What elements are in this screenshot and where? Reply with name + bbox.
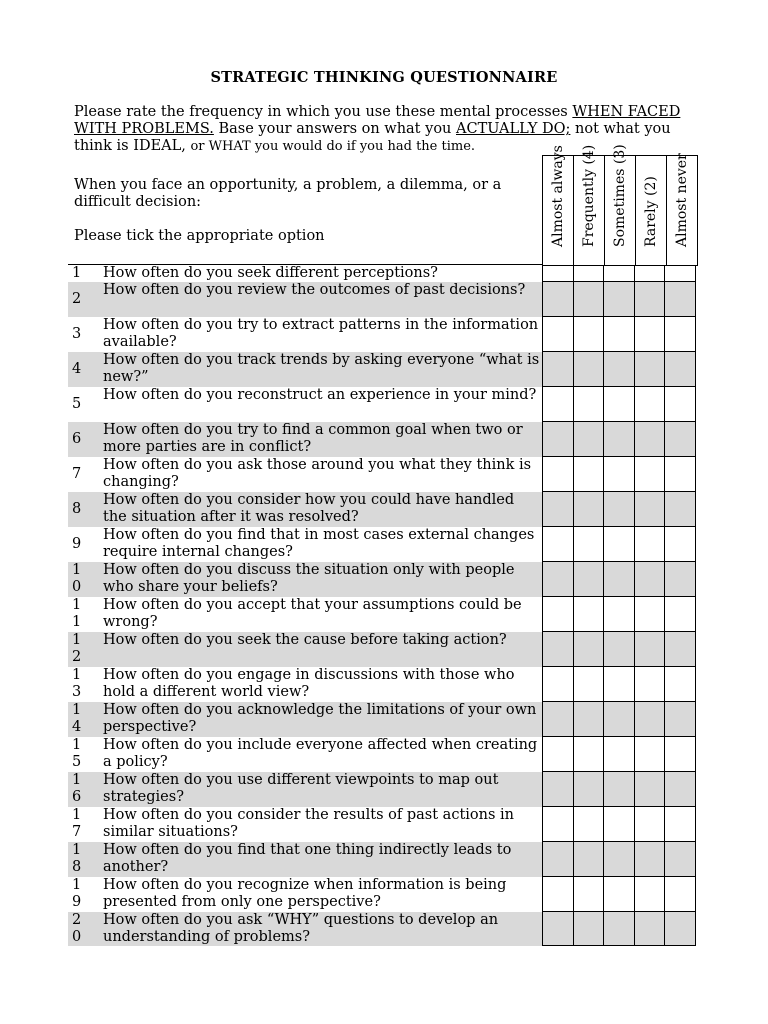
rating-boxes [542, 317, 696, 352]
rating-checkbox[interactable] [603, 527, 635, 562]
question-number [68, 877, 102, 912]
intro-underline-1: WHEN FACED WITH PROBLEMS. [74, 104, 681, 137]
rating-checkbox[interactable] [664, 737, 696, 772]
question-number [68, 317, 102, 352]
question-row [68, 912, 702, 946]
rating-header-cell [605, 144, 636, 266]
rating-checkbox[interactable] [664, 457, 696, 492]
rating-header-cell [543, 145, 574, 266]
rating-option-label: Almost never [674, 153, 690, 247]
rating-checkbox[interactable] [573, 807, 605, 842]
rating-checkbox[interactable] [542, 265, 574, 282]
rating-checkbox[interactable] [603, 632, 635, 667]
rating-checkbox[interactable] [573, 632, 605, 667]
rating-checkbox[interactable] [664, 597, 696, 632]
rating-checkbox[interactable] [542, 702, 574, 737]
rating-checkbox[interactable] [542, 667, 574, 702]
rating-boxes [542, 912, 696, 946]
rating-checkbox[interactable] [603, 912, 635, 946]
rating-checkbox[interactable] [573, 422, 605, 457]
rating-checkbox[interactable] [634, 387, 666, 422]
rating-checkbox[interactable] [634, 527, 666, 562]
rating-checkbox[interactable] [542, 877, 574, 912]
question-number-text: 11 [72, 597, 82, 630]
question-text: How often do you acknowledge the limitations of your own perspective? [102, 702, 542, 737]
question-number-text: 20 [72, 912, 82, 945]
rating-checkbox[interactable] [542, 352, 574, 387]
rating-checkbox[interactable] [664, 387, 696, 422]
rating-checkbox[interactable] [664, 632, 696, 667]
rating-checkbox[interactable] [664, 527, 696, 562]
question-row [68, 387, 702, 422]
rating-checkbox[interactable] [634, 807, 666, 842]
question-row [68, 282, 702, 317]
rating-checkbox[interactable] [573, 737, 605, 772]
rating-checkbox[interactable] [542, 737, 574, 772]
question-number [68, 842, 102, 877]
rating-checkbox[interactable] [634, 667, 666, 702]
question-number-text: 19 [72, 877, 82, 910]
rating-checkbox[interactable] [664, 282, 696, 317]
question-row [68, 597, 702, 632]
question-number-text: 15 [72, 737, 82, 770]
rating-option-label: Sometimes (3) [612, 144, 628, 247]
question-number-text: 8 [72, 501, 82, 517]
question-number [68, 282, 102, 317]
rating-boxes [542, 632, 696, 667]
rating-checkbox[interactable] [664, 317, 696, 352]
rating-checkbox[interactable] [573, 877, 605, 912]
rating-checkbox[interactable] [542, 492, 574, 527]
question-number [68, 667, 102, 702]
page-title: STRATEGIC THINKING QUESTIONNAIRE [210, 69, 558, 86]
rating-checkbox[interactable] [603, 772, 635, 807]
rating-checkbox[interactable] [542, 457, 574, 492]
question-text: How often do you recognize when information is being presented from only one perspective? [103, 877, 507, 910]
question-text: How often do you engage in discussions with those who hold a different world view? [103, 667, 515, 700]
rating-checkbox[interactable] [634, 737, 666, 772]
situation-text: When you face an opportunity, a problem, a dilemma, or a difficult decision: [74, 177, 502, 210]
rating-checkbox[interactable] [542, 632, 574, 667]
question-text: How often do you use different viewpoints to map out strategies? [102, 772, 542, 807]
rating-checkbox[interactable] [664, 877, 696, 912]
question-text: How often do you seek different perceptions? [103, 265, 438, 281]
question-row [68, 877, 702, 912]
rating-checkbox[interactable] [542, 597, 574, 632]
rating-checkbox[interactable] [603, 422, 635, 457]
intro-text-2: Base your answers on what you [213, 121, 456, 137]
question-row [68, 352, 702, 387]
question-text: How often do you consider how you could have handled the situation after it was resolved? [102, 492, 542, 527]
question-number [68, 352, 102, 387]
question-number-text: 10 [72, 562, 82, 595]
question-number-text: 6 [72, 431, 82, 447]
rating-checkbox[interactable] [634, 702, 666, 737]
rating-boxes [542, 457, 696, 492]
rating-checkbox[interactable] [603, 842, 635, 877]
rating-option-label: Rarely (2) [643, 176, 659, 247]
question-number-text: 2 [72, 291, 82, 307]
question-number [68, 527, 102, 562]
questions-table [68, 265, 702, 946]
intro-paragraph [74, 104, 694, 155]
rating-checkbox[interactable] [634, 352, 666, 387]
rating-checkbox[interactable] [603, 492, 635, 527]
intro-text-3: not what you think is IDEAL, [74, 121, 671, 154]
rating-checkbox[interactable] [634, 597, 666, 632]
rating-boxes [542, 877, 696, 912]
question-number-text: 12 [72, 632, 82, 665]
rating-checkbox[interactable] [573, 352, 605, 387]
rating-boxes [542, 562, 696, 597]
rating-boxes [542, 422, 696, 457]
question-text: How often do you discuss the situation only with people who share your beliefs? [102, 562, 542, 597]
rating-checkbox[interactable] [664, 492, 696, 527]
question-number [68, 265, 102, 282]
rating-checkbox[interactable] [542, 912, 574, 946]
rating-checkbox[interactable] [542, 842, 574, 877]
rating-header [542, 144, 698, 266]
rating-header-cell [667, 153, 698, 266]
question-number [68, 702, 102, 737]
question-number-text: 14 [72, 702, 82, 735]
question-row [68, 457, 702, 492]
rating-checkbox[interactable] [603, 282, 635, 317]
rating-checkbox[interactable] [542, 387, 574, 422]
rating-option-label: Frequently (4) [581, 144, 597, 247]
rating-checkbox[interactable] [634, 457, 666, 492]
rating-checkbox[interactable] [542, 562, 574, 597]
question-number-text: 13 [72, 667, 82, 700]
rating-checkbox[interactable] [664, 772, 696, 807]
rating-checkbox[interactable] [634, 492, 666, 527]
question-text: How often do you ask “WHY” questions to develop an understanding of problems? [102, 912, 542, 946]
rating-checkbox[interactable] [664, 265, 696, 282]
rating-checkbox[interactable] [634, 912, 666, 946]
rating-boxes [542, 737, 696, 772]
rating-checkbox[interactable] [542, 807, 574, 842]
question-text: How often do you accept that your assumptions could be wrong? [103, 597, 522, 630]
rating-checkbox[interactable] [603, 667, 635, 702]
rating-checkbox[interactable] [603, 562, 635, 597]
question-number [68, 387, 102, 422]
question-number [68, 912, 102, 946]
question-text: How often do you reconstruct an experience in your mind? [103, 387, 537, 403]
question-text: How often do you ask those around you what they think is changing? [103, 457, 532, 490]
rating-checkbox[interactable] [573, 265, 605, 282]
rating-checkbox[interactable] [634, 632, 666, 667]
question-text: How often do you try to find a common goal when two or more parties are in conflict? [102, 422, 542, 457]
rating-checkbox[interactable] [603, 877, 635, 912]
rating-checkbox[interactable] [664, 842, 696, 877]
intro-underline-2: ACTUALLY DO; [456, 121, 571, 137]
rating-header-cell [636, 156, 667, 266]
rating-checkbox[interactable] [603, 352, 635, 387]
rating-checkbox[interactable] [664, 562, 696, 597]
question-number-text: 5 [72, 396, 82, 412]
question-number-text: 1 [72, 265, 82, 281]
rating-checkbox[interactable] [542, 772, 574, 807]
rating-checkbox[interactable] [603, 387, 635, 422]
question-row [68, 492, 702, 527]
rating-checkbox[interactable] [634, 317, 666, 352]
question-number [68, 772, 102, 807]
rating-checkbox[interactable] [664, 352, 696, 387]
question-number-text: 17 [72, 807, 82, 840]
question-row [68, 265, 702, 282]
rating-boxes [542, 702, 696, 737]
rating-checkbox[interactable] [573, 492, 605, 527]
question-number-text: 16 [72, 772, 82, 805]
question-row [68, 317, 702, 352]
question-text: How often do you find that in most cases external changes require internal changes? [103, 527, 535, 560]
rating-checkbox[interactable] [664, 422, 696, 457]
rating-checkbox[interactable] [634, 562, 666, 597]
rating-boxes [542, 772, 696, 807]
rating-checkbox[interactable] [542, 527, 574, 562]
rating-checkbox[interactable] [573, 842, 605, 877]
rating-checkbox[interactable] [573, 457, 605, 492]
question-number [68, 457, 102, 492]
rating-boxes [542, 807, 696, 842]
rating-checkbox[interactable] [542, 282, 574, 317]
rating-boxes [542, 667, 696, 702]
question-number [68, 737, 102, 772]
rating-checkbox[interactable] [603, 702, 635, 737]
question-number [68, 807, 102, 842]
question-text: How often do you track trends by asking everyone “what is new?” [102, 352, 542, 387]
rating-checkbox[interactable] [573, 667, 605, 702]
question-text: How often do you find that one thing indirectly leads to another? [102, 842, 542, 877]
rating-checkbox[interactable] [603, 737, 635, 772]
question-row [68, 527, 702, 562]
question-number-text: 4 [72, 361, 82, 377]
rating-boxes [542, 265, 696, 282]
rating-checkbox[interactable] [634, 265, 666, 282]
rating-checkbox[interactable] [664, 807, 696, 842]
intro-text-1: Please rate the frequency in which you use these mental processes [74, 104, 573, 120]
question-number [68, 597, 102, 632]
rating-checkbox[interactable] [603, 597, 635, 632]
rating-checkbox[interactable] [573, 387, 605, 422]
rating-checkbox[interactable] [603, 807, 635, 842]
question-number [68, 422, 102, 457]
rating-checkbox[interactable] [664, 912, 696, 946]
rating-checkbox[interactable] [634, 282, 666, 317]
question-row [68, 842, 702, 877]
question-row [68, 737, 702, 772]
rating-boxes [542, 492, 696, 527]
rating-boxes [542, 527, 696, 562]
question-text: How often do you review the outcomes of past decisions? [102, 282, 542, 317]
question-row [68, 772, 702, 807]
rating-checkbox[interactable] [573, 772, 605, 807]
rating-checkbox[interactable] [634, 842, 666, 877]
question-number [68, 632, 102, 667]
rating-checkbox[interactable] [634, 422, 666, 457]
rating-checkbox[interactable] [664, 702, 696, 737]
rating-boxes [542, 352, 696, 387]
rating-checkbox[interactable] [573, 562, 605, 597]
rating-header-cell [574, 144, 605, 266]
question-row [68, 702, 702, 737]
question-row [68, 422, 702, 457]
question-number [68, 562, 102, 597]
question-number-text: 9 [72, 536, 82, 552]
rating-checkbox[interactable] [573, 912, 605, 946]
rating-checkbox[interactable] [664, 667, 696, 702]
question-text: How often do you consider the results of past actions in similar situations? [103, 807, 515, 840]
rating-checkbox[interactable] [573, 282, 605, 317]
rating-checkbox[interactable] [634, 877, 666, 912]
instruction-text: Please tick the appropriate option [74, 228, 325, 244]
rating-checkbox[interactable] [634, 772, 666, 807]
question-number [68, 492, 102, 527]
rating-option-label: Almost always [550, 145, 566, 247]
rating-boxes [542, 842, 696, 877]
question-text: How often do you try to extract patterns in the information available? [103, 317, 539, 350]
rating-checkbox[interactable] [542, 422, 574, 457]
rating-checkbox[interactable] [603, 265, 635, 282]
intro-small-text: or WHAT you would do if you had the time. [190, 139, 476, 154]
rating-checkbox[interactable] [573, 317, 605, 352]
rating-checkbox[interactable] [542, 317, 574, 352]
rating-checkbox[interactable] [573, 527, 605, 562]
rating-checkbox[interactable] [573, 597, 605, 632]
rating-checkbox[interactable] [603, 317, 635, 352]
question-row [68, 562, 702, 597]
rating-boxes [542, 387, 696, 422]
question-row [68, 807, 702, 842]
question-row [68, 667, 702, 702]
rating-checkbox[interactable] [603, 457, 635, 492]
rating-boxes [542, 597, 696, 632]
question-number-text: 3 [72, 326, 82, 342]
rating-boxes [542, 282, 696, 317]
rating-checkbox[interactable] [573, 702, 605, 737]
question-number-text: 18 [72, 842, 82, 875]
question-row [68, 632, 702, 667]
question-text: How often do you include everyone affected when creating a policy? [103, 737, 538, 770]
question-number-text: 7 [72, 466, 82, 482]
question-text: How often do you seek the cause before taking action? [102, 632, 542, 667]
